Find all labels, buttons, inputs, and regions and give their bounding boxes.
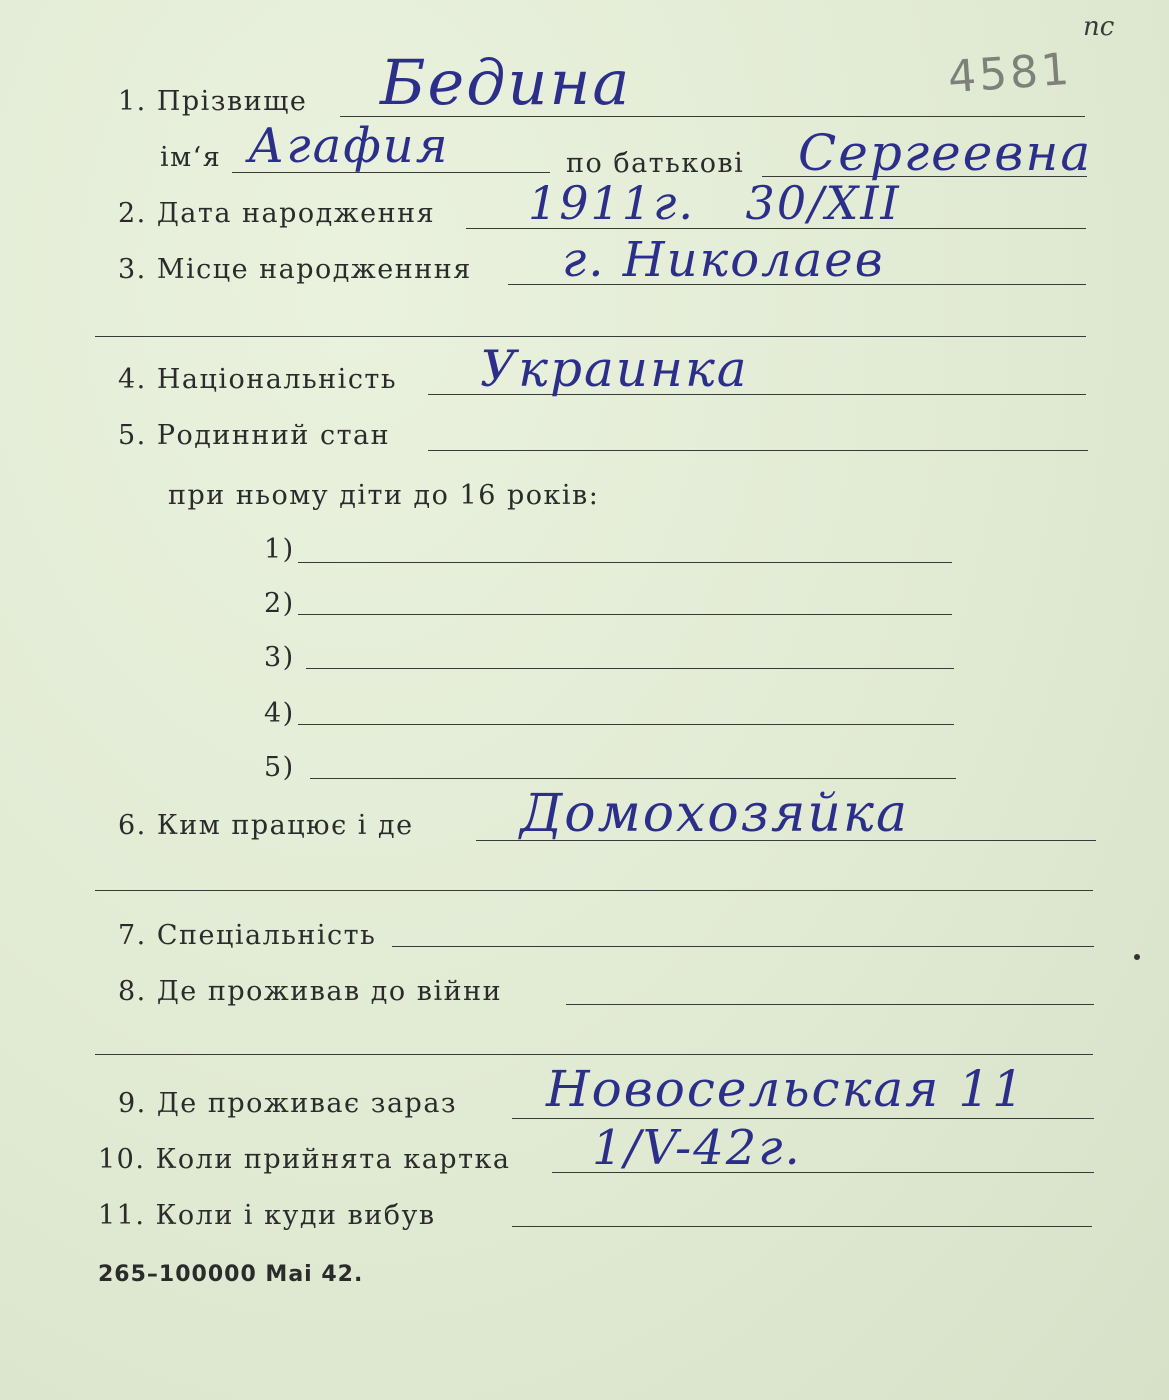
card-accepted-value: 1/V-42г.: [592, 1120, 802, 1176]
archive-number: 4581: [946, 43, 1074, 104]
patronymic-value: Сергеевна: [798, 124, 1093, 182]
patronymic-label: по батькові: [566, 148, 745, 179]
corner-note: nc: [1083, 12, 1115, 42]
marital-status-label: 5. Родинний стан: [118, 420, 391, 451]
child-3-line: [306, 668, 954, 669]
child-1-line: [298, 562, 952, 563]
birth-place-line-2: [95, 336, 1086, 337]
current-residence-label: 9. Де проживає зараз: [118, 1088, 458, 1119]
nationality-label: 4. Національність: [118, 364, 398, 395]
departure-line: [512, 1226, 1092, 1227]
birth-date-label: 2. Дата народження: [118, 198, 436, 229]
print-mark: 265–100000 Mai 42.: [98, 1262, 364, 1287]
child-4-line: [298, 724, 954, 725]
prewar-residence-line-2: [95, 1054, 1093, 1055]
specialty-line: [392, 946, 1094, 947]
specialty-label: 7. Спеціальність: [118, 920, 377, 951]
birth-place-value: г. Николаев: [562, 232, 885, 288]
child-5-label: 5): [264, 752, 295, 783]
current-residence-value: Новосельская 11: [546, 1060, 1026, 1118]
marital-status-line: [428, 450, 1088, 451]
child-1-label: 1): [264, 534, 295, 565]
departure-label: 11. Коли і куди вибув: [98, 1200, 436, 1231]
surname-value: Бедина: [380, 46, 632, 119]
first-name-label: ім‘я: [160, 142, 222, 173]
prewar-residence-label: 8. Де проживав до війни: [118, 976, 503, 1007]
children-heading: при ньому діти до 16 років:: [168, 480, 600, 511]
child-5-line: [310, 778, 956, 779]
nationality-value: Украинка: [480, 340, 749, 398]
prewar-residence-line: [566, 1004, 1094, 1005]
occupation-value: Домохозяйка: [520, 784, 909, 844]
birth-place-label: 3. Місце народженння: [118, 254, 472, 285]
child-3-label: 3): [264, 642, 295, 673]
first-name-value: Агафия: [248, 118, 450, 174]
child-2-line: [298, 614, 952, 615]
occupation-line-2: [95, 890, 1093, 891]
card-accepted-label: 10. Коли прийнята картка: [98, 1144, 511, 1175]
occupation-label: 6. Ким працює і де: [118, 810, 414, 841]
birth-date-value: 1911г. 30/XII: [528, 176, 901, 230]
current-residence-line: [512, 1118, 1094, 1119]
surname-label: 1. Прізвище: [118, 86, 308, 117]
child-4-label: 4): [264, 698, 295, 729]
child-2-label: 2): [264, 588, 295, 619]
ink-dot: [1134, 954, 1140, 960]
